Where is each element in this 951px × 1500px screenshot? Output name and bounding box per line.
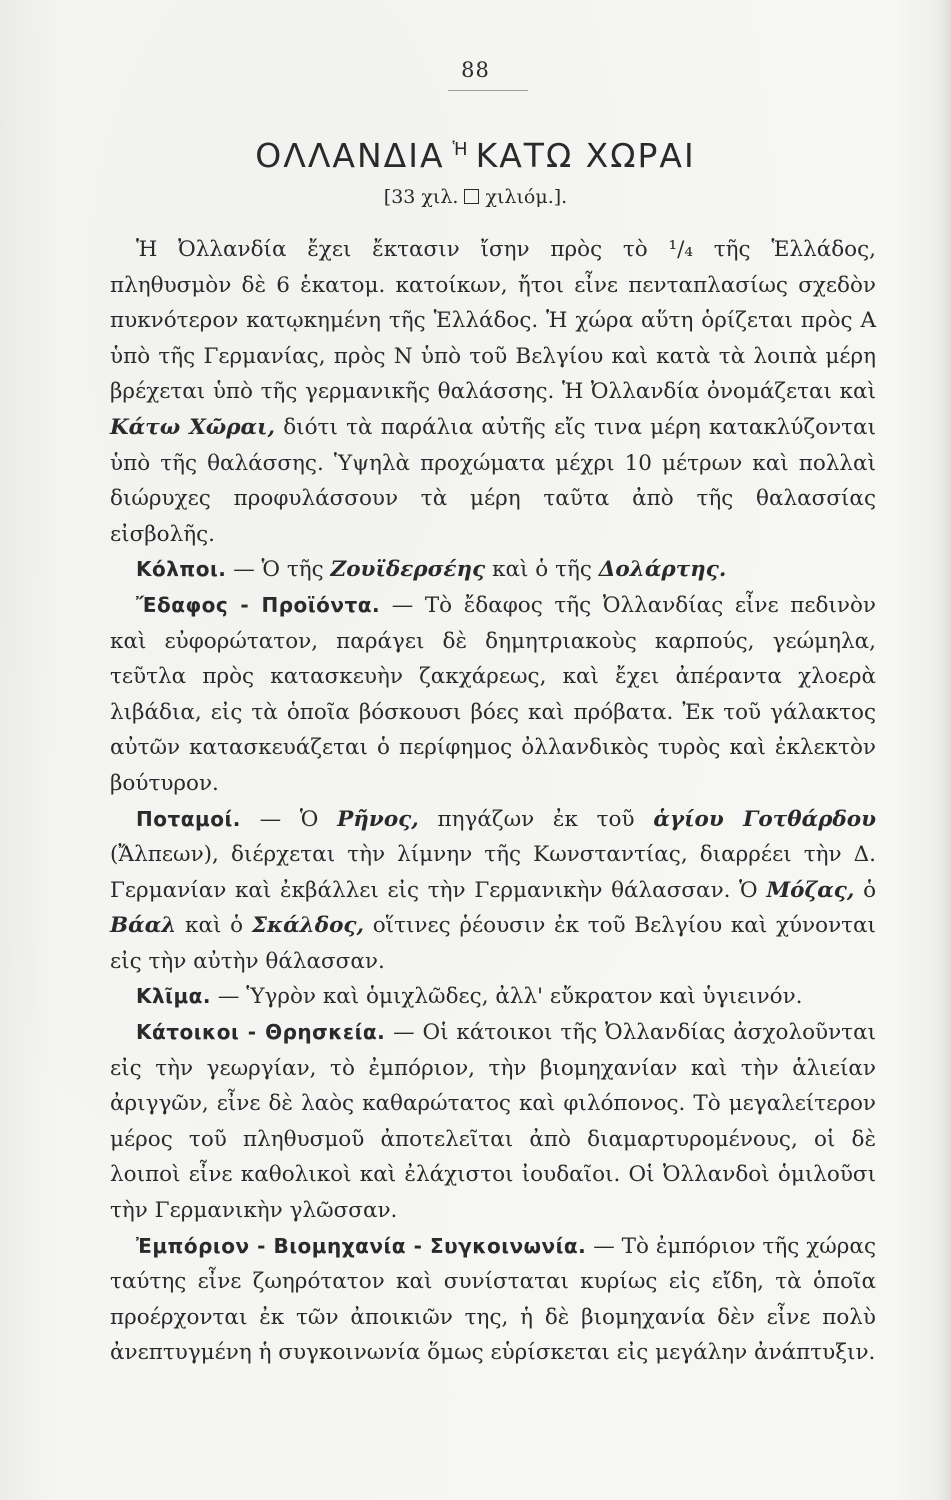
body-text xyxy=(110,232,876,1371)
title-article: Ἡ xyxy=(452,139,470,160)
paragraph-inhabitants-religion xyxy=(110,1015,876,1229)
rivers-text-2: πηγάζων ἐκ τοῦ xyxy=(437,806,635,832)
rivers-text-3: (Ἄλπεων), διέρχεται τὴν λίμνην τῆς Κωνσταντίας, διαρρέει τὴν Δ. Γερμανίαν καὶ ἐκβάλλει εἰς τὴν Γερμανικὴν θάλασσαν. Ὁ xyxy=(110,842,876,903)
area-note-close: χιλιόμ.]. xyxy=(485,186,568,208)
paragraph-rivers xyxy=(110,802,876,980)
rivers-text-6: οἵτινες ῥέουσιν ἐκ τοῦ Βελγίου καὶ χύνονται εἰς τὴν αὐτὴν θάλασσαν. xyxy=(110,913,876,974)
term-dollart: Δολάρτης. xyxy=(598,557,727,583)
title-rest: ΚΑΤΩ ΧΩΡΑΙ xyxy=(475,136,696,175)
heading-climate: Κλῖμα. xyxy=(136,984,212,1009)
climate-text: — Ὑγρὸν καὶ ὁμιχλῶδες, ἀλλ' εὔκρατον καὶ ὑγιεινόν. xyxy=(217,984,803,1010)
intro-text-1: Ἡ Ὀλλανδία ἔχει ἔκτασιν ἴσην πρὸς τὸ ¹/₄ τῆς Ἑλλάδος, πληθυσμὸν δὲ 6 ἑκατομ. κατοίκων, ἤτοι εἶνε πενταπλασίως σχεδὸν πυκνότερον κατῳκημένη τῆς Ἑλλάδος. Ἡ χώρα αὕτη ὁρίζεται πρὸς Α ὑπὸ τῆς Γερμανίας, πρὸς Ν ὑπὸ τοῦ Βελγίου καὶ κατὰ τὰ λοιπὰ μέρη βρέχεται ὑπὸ τῆς γερμανικῆς θαλάσσης. Ἡ Ὀλλανδία ὀνομάζεται καὶ xyxy=(110,237,876,405)
paragraph-intro xyxy=(110,232,876,552)
paragraph-climate xyxy=(110,979,876,1015)
area-note-open: [33 χιλ. xyxy=(383,186,459,208)
commerce-text: — Τὸ ἐμπόριον τῆς χώρας ταύτης εἶνε ζωηρότατον καὶ συνίσταται κυρίως εἰς εἴδη, τὰ ὁποῖα προέρχονται ἐκ τῶν ἀποικιῶν της, ἡ δὲ βιομηχανία δὲν εἶνε πολὺ ἀνεπτυγμένη ἡ συγκοινωνία ὅμως εὑρίσκεται εἰς μεγάλην ἀνάπτυξιν. xyxy=(110,1233,876,1366)
term-st-gotthard: ἁγίου Γοτθάρδου xyxy=(653,806,877,832)
title-main: ΟΛΛΑΝΔΙΑ xyxy=(255,136,445,175)
term-meuse: Μόζας, xyxy=(766,877,855,903)
gulfs-text-2: καὶ ὁ τῆς xyxy=(492,557,592,583)
term-rhine: Ρῆνος, xyxy=(337,806,419,832)
square-symbol-icon xyxy=(464,189,479,204)
paragraph-soil-products xyxy=(110,588,876,802)
term-waal: Βάαλ xyxy=(110,913,177,939)
heading-inhabitants-religion: Κάτοικοι - Θρησκεία. xyxy=(136,1020,386,1045)
rivers-text-4: ὁ xyxy=(863,877,877,903)
intro-text-2: διότι τὰ παράλια αὐτῆς εἴς τινα μέρη κατακλύζονται ὑπὸ τῆς θαλάσσης. Ὑψηλὰ προχώματα μέχρι 10 μέτρων καὶ πολλαὶ διώρυχες προφυλάσσουν τὰ μέρη ταῦτα ἀπὸ τῆς θαλασσίας εἰσβολῆς. xyxy=(110,414,877,547)
term-kato-chorai: Κάτω Χῶραι, xyxy=(110,414,275,440)
page-edge-shadow xyxy=(937,0,951,1500)
rivers-text-1: — Ὁ xyxy=(259,806,319,832)
heading-soil-products: Ἔδαφος - Προϊόντα. xyxy=(136,592,381,617)
soil-products-text: — Τὸ ἔδαφος τῆς Ὀλλανδίας εἶνε πεδινὸν καὶ εὐφορώτατον, παράγει δὲ δημητριακοὺς καρπούς, γεώμηλα, τεῦτλα πρὸς κατασκευὴν ζακχάρεως, καὶ ἔχει ἀπέραντα χλοερὰ λιβάδια, εἰς τὰ ὁποῖα βόσκουσι βόες καὶ πρόβατα. Ἐκ τοῦ γάλακτος αὐτῶν κατασκευάζεται ὁ περίφημος ὀλλανδικὸς τυρὸς καὶ ἐκλεκτὸν βούτυρον. xyxy=(110,592,876,796)
page-number-rule xyxy=(448,90,528,91)
paragraph-commerce-industry xyxy=(110,1229,876,1371)
term-scheldt: Σκάλδος, xyxy=(251,913,364,939)
heading-commerce-industry: Ἐμπόριον - Βιομηχανία - Συγκοινωνία. xyxy=(136,1233,587,1258)
page-number: 88 xyxy=(461,58,490,82)
heading-rivers: Ποταμοί. xyxy=(136,806,241,831)
area-note xyxy=(0,186,951,208)
heading-gulfs: Κόλποι. xyxy=(136,557,227,582)
paragraph-gulfs xyxy=(110,552,876,588)
rivers-text-5: καὶ ὁ xyxy=(185,913,244,939)
inhabitants-text: — Οἱ κάτοικοι τῆς Ὀλλανδίας ἀσχολοῦνται εἰς τὴν γεωργίαν, τὸ ἐμπόριον, τὴν βιομηχανίαν καὶ τὴν ἁλιείαν ἀριγγῶν, εἶνε δὲ λαὸς καθαρώτατος καὶ φιλόπονος. Τὸ μεγαλείτερον μέρος τοῦ πληθυσμοῦ ἀποτελεῖται ἀπὸ διαμαρτυρομένους, οἱ δὲ λοιποὶ εἶνε καθολικοὶ καὶ ἐλάχιστοι ἰουδαῖοι. Οἱ Ὀλλανδοὶ ὁμιλοῦσι τὴν Γερμανικὴν γλῶσσαν. xyxy=(110,1020,877,1224)
term-zuiderzee: Ζουϊδερσέης xyxy=(330,557,486,583)
chapter-title xyxy=(0,136,951,175)
gulfs-text-1: — Ὁ τῆς xyxy=(233,557,324,583)
